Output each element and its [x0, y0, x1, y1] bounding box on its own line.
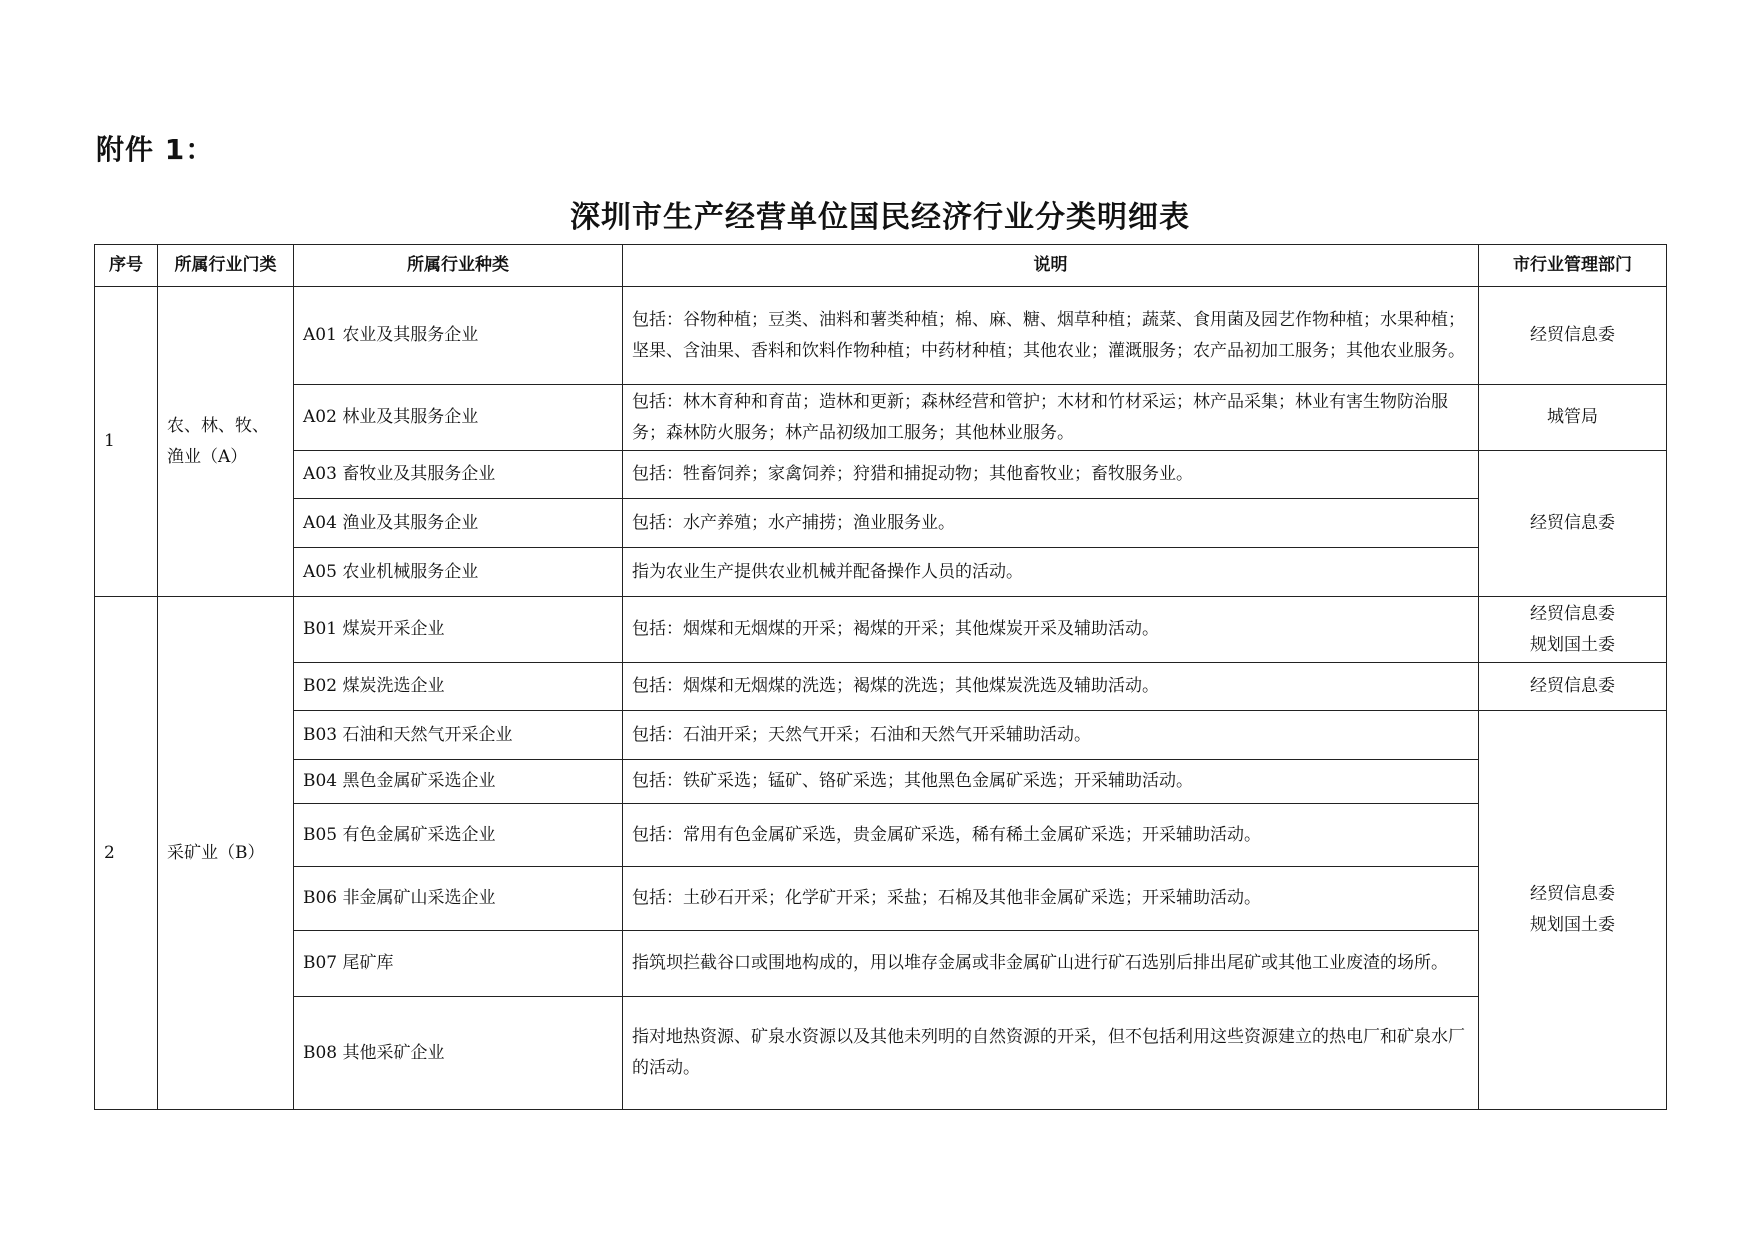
description-cell: 包括：烟煤和无烟煤的洗选；褐煤的洗选；其他煤炭洗选及辅助活动。 — [623, 663, 1479, 711]
industry-type-cell: B04 黑色金属矿采选企业 — [294, 760, 623, 804]
industry-type-cell: A05 农业机械服务企业 — [294, 548, 623, 597]
table-row — [95, 287, 1667, 385]
description-cell: 包括：牲畜饲养；家禽饲养；狩猎和捕捉动物；其他畜牧业；畜牧服务业。 — [623, 451, 1479, 499]
industry-type-cell: B03 石油和天然气开采企业 — [294, 711, 623, 760]
document-title: 深圳市生产经营单位国民经济行业分类明细表 — [570, 200, 1190, 235]
department-line: 经贸信息委 — [1530, 884, 1615, 904]
table-row — [95, 451, 1667, 499]
description-cell: 指为农业生产提供农业机械并配备操作人员的活动。 — [623, 548, 1479, 597]
category-cell: 采矿业（B） — [158, 597, 294, 1110]
seq-cell: 1 — [95, 287, 158, 597]
description-cell: 包括：常用有色金属矿采选，贵金属矿采选，稀有稀土金属矿采选；开采辅助活动。 — [623, 804, 1479, 867]
header-seq: 序号 — [95, 245, 158, 287]
department-cell: 经贸信息委 — [1479, 287, 1667, 385]
description-cell: 指筑坝拦截谷口或围地构成的，用以堆存金属或非金属矿山进行矿石选别后排出尾矿或其他工业废渣的场所。 — [623, 931, 1479, 997]
table-header-row — [95, 245, 1667, 287]
industry-type-cell: A02 林业及其服务企业 — [294, 385, 623, 451]
table-row — [95, 760, 1667, 804]
description-cell: 包括：烟煤和无烟煤的开采；褐煤的开采；其他煤炭开采及辅助活动。 — [623, 597, 1479, 663]
table-row — [95, 597, 1667, 663]
department-cell: 经贸信息委 — [1479, 663, 1667, 711]
industry-type-cell: B01 煤炭开采企业 — [294, 597, 623, 663]
table-row — [95, 711, 1667, 760]
table-row — [95, 548, 1667, 597]
department-cell — [1479, 597, 1667, 663]
table-row — [95, 867, 1667, 931]
table-row — [95, 385, 1667, 451]
header-type: 所属行业种类 — [294, 245, 623, 287]
department-cell — [1479, 711, 1667, 1110]
industry-type-cell: A03 畜牧业及其服务企业 — [294, 451, 623, 499]
table-row — [95, 997, 1667, 1110]
table-row — [95, 931, 1667, 997]
industry-classification-table — [94, 244, 1667, 1110]
attachment-label: 附件 1： — [96, 133, 215, 166]
description-cell: 包括：谷物种植；豆类、油料和薯类种植；棉、麻、糖、烟草种植；蔬菜、食用菌及园艺作物种植；水果种植；坚果、含油果、香料和饮料作物种植；中药材种植；其他农业；灌溉服务；农产品初加工服务；其他农业服务。 — [623, 287, 1479, 385]
department-cell: 城管局 — [1479, 385, 1667, 451]
table-row — [95, 499, 1667, 548]
industry-type-cell: B07 尾矿库 — [294, 931, 623, 997]
industry-type-cell: B02 煤炭洗选企业 — [294, 663, 623, 711]
seq-cell: 2 — [95, 597, 158, 1110]
industry-type-cell: B08 其他采矿企业 — [294, 997, 623, 1110]
department-line: 规划国土委 — [1530, 915, 1615, 935]
description-cell: 包括：水产养殖；水产捕捞；渔业服务业。 — [623, 499, 1479, 548]
table-row — [95, 804, 1667, 867]
department-cell: 经贸信息委 — [1479, 451, 1667, 597]
department-line: 规划国土委 — [1530, 634, 1615, 655]
table-row — [95, 663, 1667, 711]
header-category: 所属行业门类 — [158, 245, 294, 287]
description-cell: 包括：土砂石开采；化学矿开采；采盐；石棉及其他非金属矿采选；开采辅助活动。 — [623, 867, 1479, 931]
description-cell: 指对地热资源、矿泉水资源以及其他未列明的自然资源的开采，但不包括利用这些资源建立的热电厂和矿泉水厂的活动。 — [623, 997, 1479, 1110]
industry-type-cell: A01 农业及其服务企业 — [294, 287, 623, 385]
department-line: 经贸信息委 — [1530, 603, 1615, 624]
industry-type-cell: B05 有色金属矿采选企业 — [294, 804, 623, 867]
description-cell: 包括：林木育种和育苗；造林和更新；森林经营和管护；木材和竹材采运；林产品采集；林业有害生物防治服务；森林防火服务；林产品初级加工服务；其他林业服务。 — [623, 385, 1479, 451]
industry-type-cell: B06 非金属矿山采选企业 — [294, 867, 623, 931]
description-cell: 包括：石油开采；天然气开采；石油和天然气开采辅助活动。 — [623, 711, 1479, 760]
description-cell: 包括：铁矿采选；锰矿、铬矿采选；其他黑色金属矿采选；开采辅助活动。 — [623, 760, 1479, 804]
category-cell: 农、林、牧、渔业（A） — [158, 287, 294, 597]
header-description: 说明 — [623, 245, 1479, 287]
header-department: 市行业管理部门 — [1479, 245, 1667, 287]
industry-type-cell: A04 渔业及其服务企业 — [294, 499, 623, 548]
